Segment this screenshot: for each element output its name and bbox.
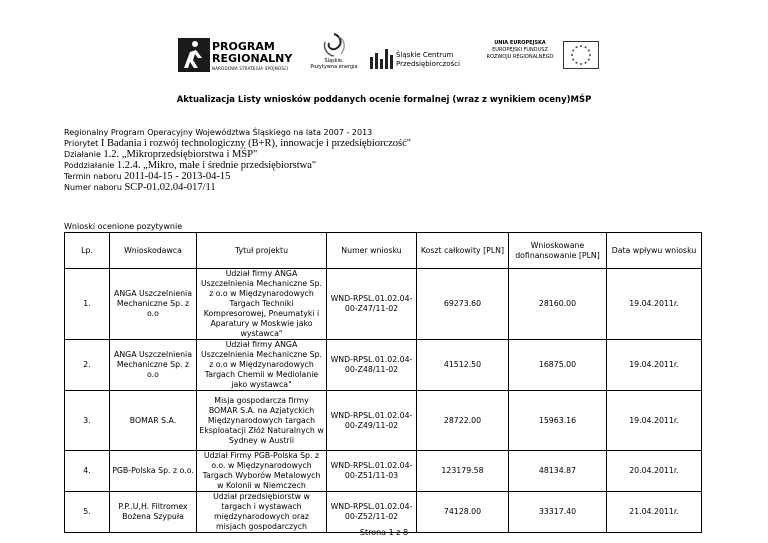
header-date: Data wpływu wniosku (607, 233, 702, 269)
header-cost: Koszt całkowity [PLN] (417, 233, 509, 269)
priorytet-label: Priorytet (64, 139, 99, 148)
regionalny-text: REGIONALNY (212, 52, 293, 65)
slaskie-logo (310, 32, 358, 82)
cell-number: WND-RPSL.01.02.04-00-Z49/11-02 (327, 391, 417, 451)
termin-value: 2011-04-15 - 2013-04-15 (124, 171, 231, 182)
eu-line1: UNIA EUROPEJSKA (494, 40, 546, 46)
numer-row (64, 182, 411, 193)
cell-lp: 5. (65, 492, 110, 533)
csp-line1: Śląskie Centrum (396, 51, 454, 59)
section-label: Wnioski ocenione pozytywnie (64, 222, 183, 231)
dzialanie-row (64, 149, 411, 160)
header-title: Tytuł projektu (197, 233, 327, 269)
table-row (65, 451, 702, 492)
cell-funding: 48134.87 (509, 451, 607, 492)
page-footer: Strona 1 z 8 (359, 528, 409, 537)
cell-title: Udział firmy ANGA Uszczelnienia Mechaniczne Sp. z o.o w Międzynarodowych Targach Chemii w Mediolanie jako wystawca" (197, 340, 327, 391)
cell-lp: 4. (65, 451, 110, 492)
cell-lp: 2. (65, 340, 110, 391)
program-row: Regionalny Program Operacyjny Województwa Śląskiego na lata 2007 - 2013 (64, 128, 373, 137)
cell-cost: 69273.60 (417, 269, 509, 340)
cell-funding: 16875.00 (509, 340, 607, 391)
numer-value: SCP-01.02.04-017/11 (124, 182, 216, 193)
dzialanie-label: Działanie (64, 150, 101, 159)
slaskie-swirl-icon (321, 32, 347, 58)
cell-date: 19.04.2011r. (607, 340, 702, 391)
program-text: PROGRAM (212, 40, 275, 53)
termin-row (64, 171, 411, 182)
eu-line2: EUROPEJSKI FUNDUSZ (492, 47, 548, 53)
cell-lp: 3. (65, 391, 110, 451)
cell-title: Udział Firmy PGB-Polska Sp. z o.o. w Międzynarodowych Targach Wyborów Metalowych w Kolonii w Niemczech (197, 451, 327, 492)
termin-label: Termin naboru (64, 172, 122, 181)
cell-date: 21.04.2011r. (607, 492, 702, 533)
csp-line2: Przedsiębiorczości (396, 60, 460, 68)
numer-label: Numer naboru (64, 183, 122, 192)
eu-line3: ROZWOJU REGIONALNEGO (486, 54, 554, 60)
poddzialanie-value: 1.2.4. „Mikro, małe i średnie przedsiębiorstwa" (116, 160, 317, 171)
cell-title: Misja gospodarcza firmy BOMAR S.A. na Azjatyckich Międzynarodowych targach Eksploatacji Złóż Naturalnych w Sydney w Austrii (197, 391, 327, 451)
eu-flag-icon (563, 41, 599, 69)
eu-text (478, 40, 562, 61)
priorytet-row (64, 138, 411, 149)
cell-number: WND-RPSL.01.02.04-00-Z51/11-03 (327, 451, 417, 492)
poddzialanie-label: Poddziałanie (64, 161, 115, 170)
table-row (65, 492, 702, 533)
strategy-text: NARODOWA STRATEGIA SPÓJNOŚCI (212, 66, 289, 71)
header-applicant: Wnioskodawca (110, 233, 197, 269)
header-lp: Lp. (65, 233, 110, 269)
table-row (65, 269, 702, 340)
cell-funding: 28160.00 (509, 269, 607, 340)
cell-number: WND-RPSL.01.02.04-00-Z48/11-02 (327, 340, 417, 391)
cell-applicant: PGB-Polska Sp. z o.o. (110, 451, 197, 492)
cell-cost: 41512.50 (417, 340, 509, 391)
logo-bar (0, 20, 768, 80)
header-number: Numer wniosku (327, 233, 417, 269)
cell-number: WND-RPSL.01.02.04-00-Z52/11-02 (327, 492, 417, 533)
cell-date: 19.04.2011r. (607, 269, 702, 340)
table-row (65, 340, 702, 391)
eu-logo (478, 40, 598, 86)
slaskie-text: Śląskie. (324, 58, 344, 64)
cell-funding: 33317.40 (509, 492, 607, 533)
cell-funding: 15963.16 (509, 391, 607, 451)
program-regionalny-logo (178, 38, 308, 78)
priorytet-value: I Badania i rozwój technologiczny (B+R), innowacje i przedsiębiorczość" (100, 138, 412, 149)
applications-table (64, 232, 702, 533)
cell-date: 20.04.2011r. (607, 451, 702, 492)
cell-date: 19.04.2011r. (607, 391, 702, 451)
csp-text (396, 51, 460, 69)
cell-applicant: ANGA Uszczelnienia Mechaniczne Sp. z o.o (110, 340, 197, 391)
cell-number: WND-RPSL.01.02.04-00-Z47/11-02 (327, 269, 417, 340)
header-funding: Wnioskowane dofinansowanie [PLN] (509, 233, 607, 269)
call-metadata (64, 127, 411, 193)
csp-bars-icon (370, 49, 394, 69)
cell-applicant: P.P..U,H. Filtromex Bożena Szypuła (110, 492, 197, 533)
dzialanie-value: 1.2. „Mikroprzedsiębiorstwa i MŚP" (103, 149, 258, 160)
cell-applicant: ANGA Uszczelnienia Mechaniczne Sp. z o.o (110, 269, 197, 340)
cell-title: Udział przedsiębiorstw w targach i wystawach międzynarodowych oraz misjach gospodarczych (197, 492, 327, 533)
document-title: Aktualizacja Listy wniosków poddanych ocenie formalnej (wraz z wynikiem oceny)MŚP (176, 95, 592, 105)
program-regionalny-mark-icon (178, 38, 210, 72)
table-row (65, 391, 702, 451)
cell-applicant: BOMAR S.A. (110, 391, 197, 451)
cell-cost: 74128.00 (417, 492, 509, 533)
centrum-przedsiebiorczosci-logo (370, 49, 460, 81)
cell-title: Udział firmy ANGA Uszczelnienia Mechaniczne Sp. z o.o w Międzynarodowych Targach Techniki Kompresorowej, Pneumatyki i Aparatury w Moskwie jako wystawca" (197, 269, 327, 340)
cell-cost: 123179.58 (417, 451, 509, 492)
poddzialanie-row (64, 160, 411, 171)
cell-cost: 28722.00 (417, 391, 509, 451)
pozytywna-energia-text: Pozytywna energia (310, 64, 358, 70)
table-header-row (65, 233, 702, 269)
cell-lp: 1. (65, 269, 110, 340)
